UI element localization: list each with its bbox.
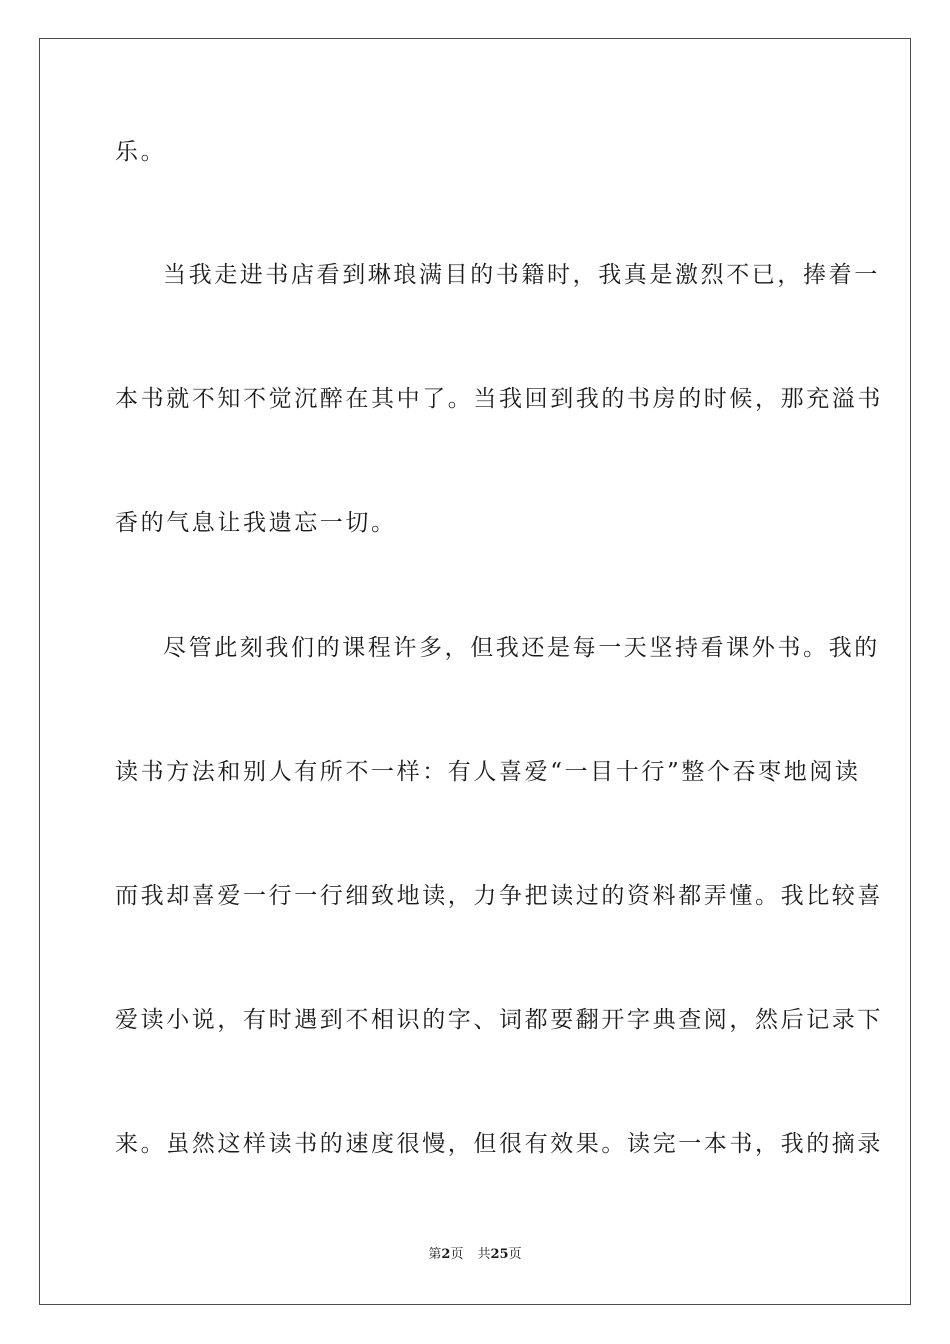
paragraph-2-line-1: 当我走进书店看到琳琅满目的书籍时，我真是激烈不已，捧着一 — [163, 262, 880, 288]
paragraph-3-line-4: 爱读小说，有时遇到不相识的字、词都要翻开字典查阅，然后记录下 — [115, 1007, 883, 1033]
paragraph-2-line-2: 本书就不知不觉沉醉在其中了。当我回到我的书房的时候，那充溢书 — [115, 386, 883, 412]
total-prefix: 共 — [477, 1247, 491, 1262]
page-prefix: 第 — [428, 1247, 442, 1262]
paragraph-3-line-5: 来。虽然这样读书的速度很慢，但很有效果。读完一本书，我的摘录 — [115, 1131, 883, 1157]
text-line-1: 乐。 — [115, 139, 167, 165]
current-page-number: 2 — [441, 1247, 451, 1262]
paragraph-3-line-1: 尽管此刻我们的课程许多，但我还是每一天坚持看课外书。我的 — [163, 635, 880, 661]
paragraph-3-line-2: 读书方法和别人有所不一样：有人喜爱“一目十行”整个吞枣地阅读 — [115, 759, 861, 785]
total-unit: 页 — [508, 1247, 522, 1262]
page-border — [39, 38, 911, 1305]
paragraph-3-line-3: 而我却喜爱一行一行细致地读，力争把读过的资料都弄懂。我比较喜 — [115, 883, 883, 909]
page-footer — [0, 1246, 950, 1264]
page-unit: 页 — [450, 1247, 464, 1262]
total-page-count: 25 — [490, 1247, 509, 1262]
paragraph-2-line-3: 香的气息让我遗忘一切。 — [115, 510, 397, 536]
